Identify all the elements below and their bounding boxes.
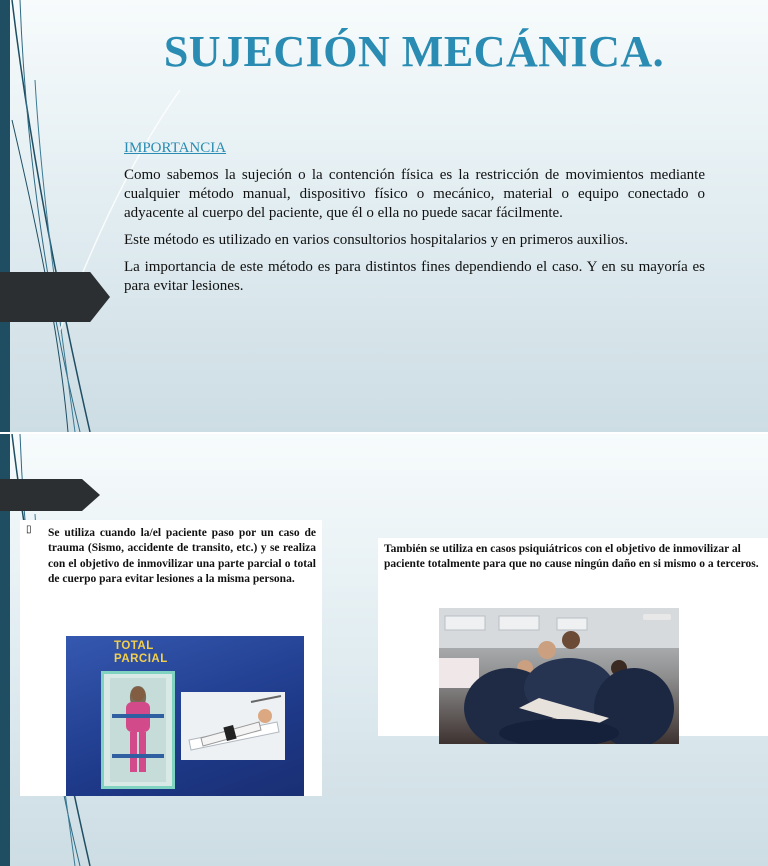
paragraph: La importancia de este método es para distintos fines dependiendo el caso. Y en su mayoría es para evitar lesiones. [124,259,705,294]
paragraph: Como sabemos la sujeción o la contención física es la restricción de movimientos mediante cualquier método manual, dispositivo físico o mecánico, material o equipo conectado o adyacente al cuerpo del paciente, que él o ella no puede sacar fácilmente. [124,167,705,221]
slide-title: SUJECIÓN MECÁNICA. [163,27,665,76]
body-text [124,166,705,304]
arrow-tab [0,272,110,322]
section-heading: IMPORTANCIA [124,140,227,156]
image-label-total: TOTAL [114,640,154,652]
psychiatric-text: También se utiliza en casos psiquiátricos con el objetivo de inmovilizar al paciente totalmente para que no cause ningún daño en si mismo o a terceros. [384,543,759,571]
bullet-icon: ▯ [26,524,32,535]
trauma-text: Se utiliza cuando la/el paciente paso por un caso de trauma (Sismo, accidente de transito, etc.) y se realiza con el objetivo de inmovilizar una parte parcial o total de cuerpo para evitar lesiones a la misma persona. [48,527,316,586]
immobilization-image [66,636,304,796]
slide-usos [0,434,768,866]
arrow-tab [0,479,100,511]
partial-restraint-photo [181,692,285,760]
trauma-panel [20,520,322,796]
paragraph: Este método es utilizado en varios consultorios hospitalarios y en primeros auxilios. [124,232,629,248]
full-restraint-photo [101,671,175,789]
logo-icon [643,614,671,620]
psychiatric-panel [378,538,768,736]
image-label-parcial: PARCIAL [114,653,168,665]
slide-importancia [0,0,768,432]
psychiatric-restraint-image [439,608,679,744]
